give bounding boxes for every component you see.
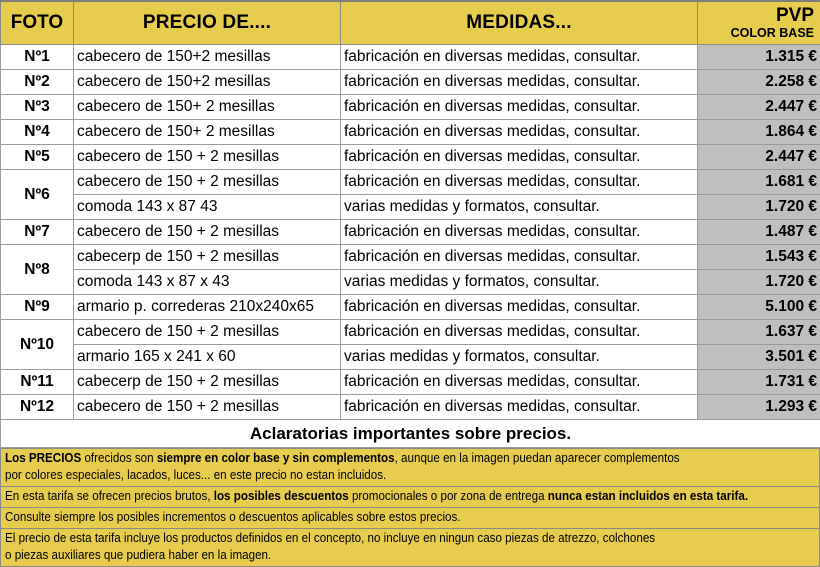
cell-pvp: 5.100 € [698,295,820,320]
cell-medidas: fabricación en diversas medidas, consultar. [341,145,698,170]
table-row [1,170,820,195]
cell-medidas: varias medidas y formatos, consultar. [341,195,698,220]
cell-precio: cabecero de 150 + 2 mesillas [74,395,341,420]
cell-pvp: 1.720 € [698,270,820,295]
cell-pvp: 1.864 € [698,120,820,145]
cell-medidas: fabricación en diversas medidas, consultar. [341,245,698,270]
notes-title-row [1,420,820,448]
note-text: ofrecidos son [81,451,157,465]
table-row [1,270,820,295]
header-row [1,1,820,45]
note-text: En esta tarifa se ofrecen precios brutos, [5,489,214,503]
cell-medidas: fabricación en diversas medidas, consultar. [341,370,698,395]
cell-precio: cabecero de 150+2 mesillas [74,70,341,95]
note-emphasis: siempre en color base y sin complementos [157,451,395,465]
cell-pvp: 1.720 € [698,195,820,220]
cell-precio: cabecero de 150+ 2 mesillas [74,95,341,120]
cell-pvp: 2.447 € [698,95,820,120]
table-row [1,195,820,220]
note-text: El precio de esta tarifa incluye los productos definidos en el concepto, no incluye en ningun caso piezas de atrezzo, colchones [5,531,655,545]
cell-foto: Nº7 [1,220,74,245]
cell-precio: cabecero de 150 + 2 mesillas [74,145,341,170]
note-emphasis: los posibles descuentos [214,489,349,503]
cell-foto: Nº4 [1,120,74,145]
cell-foto: Nº10 [1,320,74,370]
table-row [1,120,820,145]
table-row [1,320,820,345]
cell-medidas: fabricación en diversas medidas, consultar. [341,70,698,95]
cell-pvp: 1.543 € [698,245,820,270]
cell-precio: cabecero de 150 + 2 mesillas [74,170,341,195]
header-medidas: MEDIDAS... [341,1,698,45]
note-block [0,529,820,567]
note-text: promocionales o por zona de entrega [349,489,548,503]
cell-foto: Nº6 [1,170,74,220]
note-line [5,467,758,484]
table-body [1,45,820,420]
header-pvp [698,1,820,45]
note-text: o piezas auxiliares que pudiera haber en la imagen. [5,548,271,562]
cell-precio: cabecerp de 150 + 2 mesillas [74,370,341,395]
cell-foto: Nº2 [1,70,74,95]
table-row [1,370,820,395]
table-row [1,70,820,95]
table-row [1,145,820,170]
note-text: , aunque en la imagen puedan aparecer complementos [395,451,680,465]
note-block [0,448,820,487]
cell-precio: cabecero de 150+2 mesillas [74,45,341,70]
note-line [5,488,758,505]
cell-medidas: varias medidas y formatos, consultar. [341,270,698,295]
note-text: Consulte siempre los posibles incrementos o descuentos aplicables sobre estos precios. [5,510,461,524]
table-row [1,45,820,70]
note-emphasis: Los PRECIOS [5,451,81,465]
cell-precio: comoda 143 x 87 x 43 [74,270,341,295]
cell-medidas: fabricación en diversas medidas, consultar. [341,170,698,195]
note-line [5,450,758,467]
cell-pvp: 2.447 € [698,145,820,170]
table-row [1,345,820,370]
cell-medidas: fabricación en diversas medidas, consultar. [341,220,698,245]
header-pvp-sub: COLOR BASE [704,27,814,40]
cell-medidas: fabricación en diversas medidas, consultar. [341,320,698,345]
cell-foto: Nº8 [1,245,74,295]
header-pvp-main: PVP [704,6,814,26]
note-block [0,508,820,529]
cell-precio: comoda 143 x 87 43 [74,195,341,220]
cell-pvp: 3.501 € [698,345,820,370]
cell-precio: armario 165 x 241 x 60 [74,345,341,370]
cell-pvp: 2.258 € [698,70,820,95]
cell-foto: Nº1 [1,45,74,70]
table-row [1,245,820,270]
cell-medidas: varias medidas y formatos, consultar. [341,345,698,370]
header-precio: PRECIO DE.... [74,1,341,45]
cell-foto: Nº9 [1,295,74,320]
notes-title: Aclaratorias importantes sobre precios. [1,420,820,448]
cell-foto: Nº11 [1,370,74,395]
cell-pvp: 1.487 € [698,220,820,245]
note-emphasis: nunca estan incluidos en esta tarifa. [548,489,748,503]
cell-precio: cabecerp de 150 + 2 mesillas [74,245,341,270]
cell-precio: cabecero de 150 + 2 mesillas [74,220,341,245]
cell-medidas: fabricación en diversas medidas, consultar. [341,95,698,120]
cell-pvp: 1.315 € [698,45,820,70]
table-row [1,295,820,320]
table-header [1,1,820,45]
cell-precio: armario p. correderas 210x240x65 [74,295,341,320]
table-row [1,395,820,420]
note-line [5,547,758,564]
table-row [1,220,820,245]
cell-pvp: 1.681 € [698,170,820,195]
table-row [1,95,820,120]
cell-medidas: fabricación en diversas medidas, consultar. [341,45,698,70]
note-line [5,509,758,526]
note-block [0,487,820,508]
notes-section [0,448,820,567]
cell-pvp: 1.637 € [698,320,820,345]
header-foto: FOTO [1,1,74,45]
cell-medidas: fabricación en diversas medidas, consultar. [341,395,698,420]
cell-medidas: fabricación en diversas medidas, consultar. [341,295,698,320]
cell-foto: Nº12 [1,395,74,420]
cell-pvp: 1.731 € [698,370,820,395]
note-line [5,530,758,547]
table-footer [1,420,820,448]
note-text: por colores especiales, lacados, luces... en este precio no estan incluidos. [5,468,386,482]
cell-foto: Nº3 [1,95,74,120]
cell-precio: cabecero de 150 + 2 mesillas [74,320,341,345]
cell-medidas: fabricación en diversas medidas, consultar. [341,120,698,145]
cell-pvp: 1.293 € [698,395,820,420]
cell-precio: cabecero de 150+ 2 mesillas [74,120,341,145]
cell-foto: Nº5 [1,145,74,170]
